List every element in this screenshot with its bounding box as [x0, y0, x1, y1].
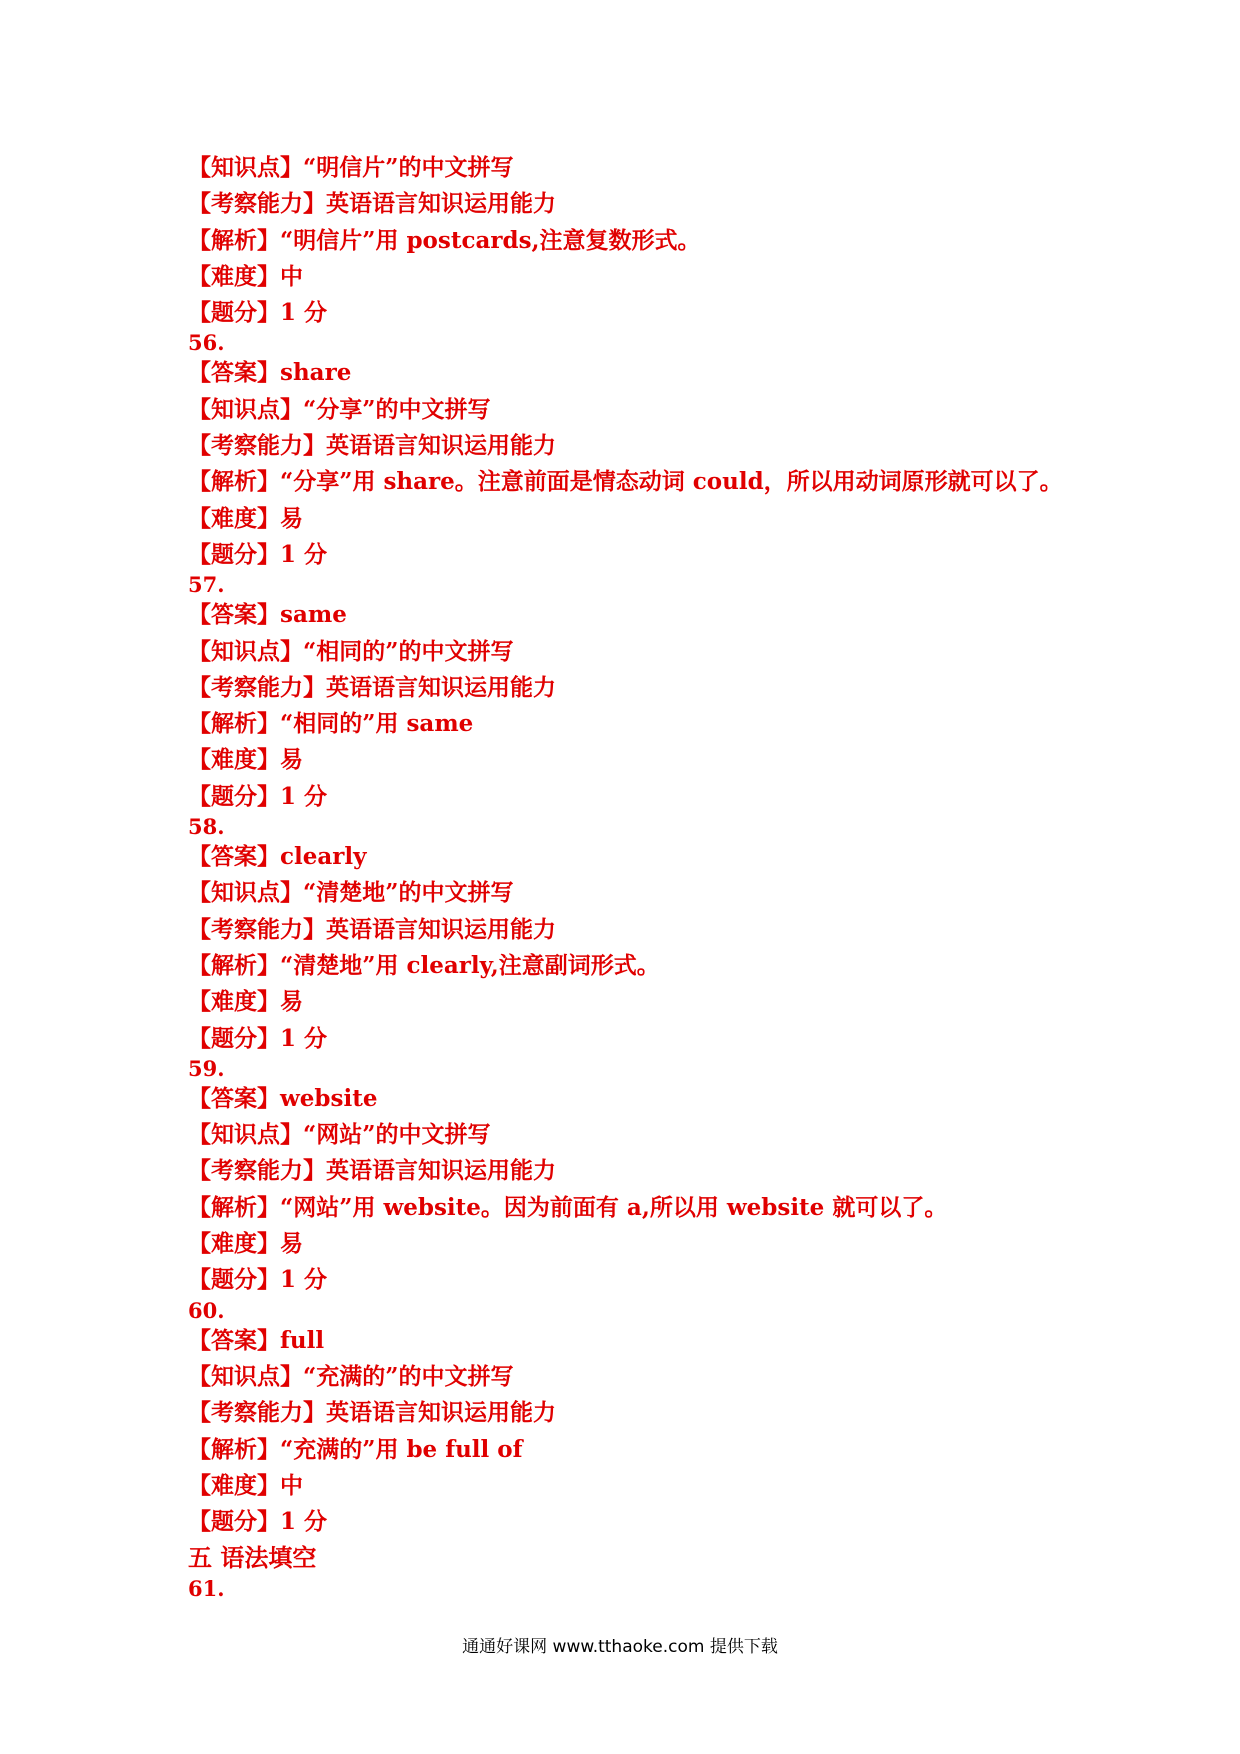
text-line: 【题分】1 分 [188, 782, 328, 810]
text-line: 【难度】易 [188, 1230, 303, 1258]
text-line: 【考察能力】英语语言知识运用能力 [188, 1157, 556, 1185]
text-line: 【难度】易 [188, 504, 303, 532]
text-line: 【知识点】“相同的”的中文拼写 [188, 637, 514, 665]
text-line: 【考察能力】英语语言知识运用能力 [188, 915, 556, 943]
text-line: 【题分】1 分 [188, 1508, 328, 1536]
text-line: 【知识点】“明信片”的中文拼写 [188, 154, 514, 181]
question-number: 57. [188, 572, 225, 598]
text-line: 【解析】“充满的”用 be full of [188, 1435, 523, 1463]
text-line: 【答案】clearly [188, 843, 367, 871]
text-line: 【答案】same [188, 601, 347, 629]
text-line: 【题分】1 分 [188, 1024, 328, 1052]
text-line: 【难度】中 [188, 262, 303, 290]
page-footer: 通通好课网 www.tthaoke.com 提供下载 [462, 1637, 778, 1657]
text-line: 【解析】“明信片”用 postcards,注意复数形式。 [188, 226, 701, 254]
question-number: 58. [188, 814, 225, 840]
text-line: 【解析】“清楚地”用 clearly,注意副词形式。 [188, 951, 660, 979]
section-heading: 五 语法填空 [188, 1543, 317, 1573]
text-line: 【答案】share [188, 359, 352, 387]
text-line: 【难度】易 [188, 988, 303, 1016]
text-line: 【考察能力】英语语言知识运用能力 [188, 432, 556, 460]
text-line: 【考察能力】英语语言知识运用能力 [188, 673, 556, 701]
text-line: 【知识点】“分享”的中文拼写 [188, 395, 491, 423]
text-line: 【解析】“网站”用 website。因为前面有 a,所以用 website 就可以了。 [188, 1193, 948, 1221]
text-line: 【难度】易 [188, 746, 303, 774]
text-line: 【答案】website [188, 1084, 378, 1112]
text-line: 【解析】“相同的”用 same [188, 710, 474, 738]
text-line: 【题分】1 分 [188, 1266, 328, 1294]
text-line: 【知识点】“充满的”的中文拼写 [188, 1362, 514, 1390]
document-content [188, 150, 1148, 1601]
text-line: 【知识点】“清楚地”的中文拼写 [188, 879, 514, 907]
text-line: 【题分】1 分 [188, 299, 328, 327]
question-number: 61. [188, 1575, 225, 1601]
text-line: 【题分】1 分 [188, 540, 328, 568]
question-number: 56. [188, 330, 225, 356]
text-line: 【难度】中 [188, 1471, 303, 1499]
text-line: 【考察能力】英语语言知识运用能力 [188, 1399, 556, 1427]
text-line: 【考察能力】英语语言知识运用能力 [188, 190, 556, 218]
text-line: 【答案】full [188, 1326, 325, 1354]
question-number: 59. [188, 1055, 225, 1081]
text-line: 【知识点】“网站”的中文拼写 [188, 1121, 491, 1149]
text-line: 【解析】“分享”用 share。注意前面是情态动词 could，所以用动词原形就可以了。 [188, 468, 1063, 496]
question-number: 60. [188, 1297, 225, 1323]
